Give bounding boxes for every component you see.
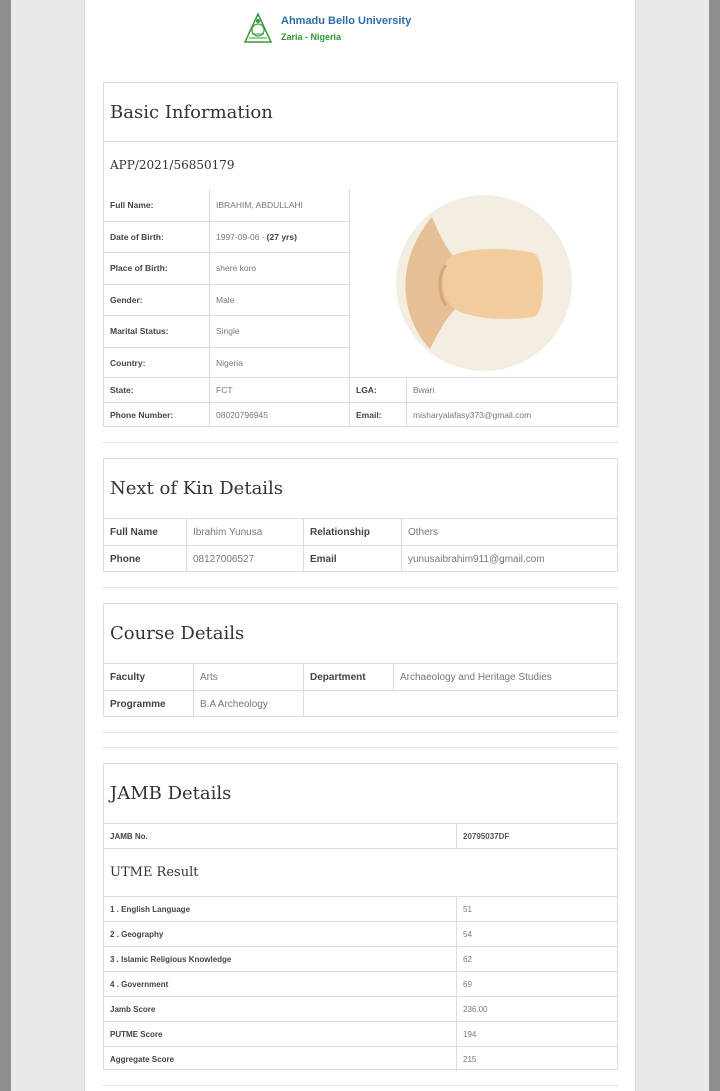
utme-result-row: [104, 1021, 617, 1046]
result-label: Aggregate Score: [110, 1054, 175, 1064]
document-page: [84, 0, 636, 1091]
university-name: Ahmadu Bello University: [281, 15, 412, 27]
utme-result-row: [104, 896, 617, 921]
pob-value: shere koro: [209, 253, 349, 284]
age-value: (27 yrs): [266, 231, 297, 242]
jamb-number-value: 20795037DF: [456, 824, 617, 848]
gender-label: Gender:: [110, 294, 143, 305]
utme-results-table: [104, 896, 617, 1071]
row-full-name: [104, 189, 349, 221]
utme-result-row: [104, 946, 617, 971]
result-label: PUTME Score: [110, 1029, 163, 1039]
course-details-title: Course Details: [110, 623, 245, 644]
result-value: 69: [456, 972, 617, 996]
dob-date: 1997-09-06 -: [216, 231, 265, 242]
photo-cell: [349, 189, 617, 377]
state-label: State:: [110, 385, 134, 395]
utme-result-row: [104, 921, 617, 946]
utme-result-row: [104, 996, 617, 1021]
email-label: Email:: [349, 403, 406, 427]
result-label: Jamb Score: [110, 1004, 156, 1014]
result-value: 236.00: [456, 997, 617, 1021]
result-value: 54: [456, 922, 617, 946]
marital-label: Marital Status:: [110, 326, 169, 337]
programme-value: B.A Archeology: [193, 691, 303, 717]
divider: [103, 1085, 618, 1086]
row-dob: [104, 221, 349, 253]
profile-avatar-icon: [396, 195, 572, 371]
row-marital: [104, 315, 349, 347]
result-value: 215: [456, 1047, 617, 1071]
row-gender: [104, 284, 349, 316]
basic-information-card: [103, 82, 618, 427]
university-location: Zaria - Nigeria: [281, 32, 342, 42]
kin-phone-value: 08127006527: [186, 546, 303, 572]
gender-value: Male: [209, 285, 349, 316]
full-name-label: Full Name:: [110, 199, 154, 210]
utme-result-title: UTME Result: [104, 848, 617, 896]
full-name-value: IBRAHIM, ABDULLAHI: [209, 189, 349, 221]
divider: [103, 442, 618, 443]
next-of-kin-card: [103, 458, 618, 572]
row-country: [104, 347, 349, 379]
utme-result-row: [104, 1046, 617, 1071]
phone-label: Phone Number:: [110, 410, 174, 420]
result-label: 3 . Islamic Religious Knowledge: [110, 954, 232, 964]
department-label: Department: [303, 664, 393, 690]
lga-value: Bwari: [406, 378, 617, 402]
dob-label: Date of Birth:: [110, 231, 164, 242]
utme-result-row: [104, 971, 617, 996]
pob-label: Place of Birth:: [110, 263, 168, 274]
next-of-kin-title: Next of Kin Details: [110, 478, 284, 499]
country-value: Nigeria: [209, 348, 349, 379]
programme-label: Programme: [110, 698, 166, 710]
university-crest-icon: [241, 12, 275, 46]
department-value: Archaeology and Heritage Studies: [393, 664, 617, 690]
result-value: 62: [456, 947, 617, 971]
divider: [103, 747, 618, 748]
row-phone-email: [104, 402, 617, 427]
background-right: [709, 0, 720, 1091]
state-value: FCT: [209, 378, 349, 402]
result-label: 2 . Geography: [110, 929, 164, 939]
jamb-number-label: JAMB No.: [110, 831, 148, 841]
lga-label: LGA:: [349, 378, 406, 402]
background-left: [0, 0, 11, 1091]
faculty-value: Arts: [193, 664, 303, 690]
kin-name-label: Full Name: [110, 526, 158, 538]
divider: [103, 587, 618, 588]
kin-name-value: Ibrahim Yunusa: [186, 519, 303, 545]
result-label: 4 . Government: [110, 979, 169, 989]
result-value: 51: [456, 897, 617, 921]
kin-row-contact: [104, 545, 617, 572]
jamb-details-card: [103, 763, 618, 1070]
background-margin-right: [636, 0, 709, 1091]
kin-relationship-label: Relationship: [303, 519, 401, 545]
marital-value: Single: [209, 316, 349, 347]
university-header: [241, 12, 411, 46]
row-pob: [104, 252, 349, 284]
divider: [103, 732, 618, 733]
course-row-programme: [104, 690, 617, 717]
result-value: 194: [456, 1022, 617, 1046]
result-label: 1 . English Language: [110, 904, 191, 914]
jamb-details-title: JAMB Details: [110, 783, 232, 804]
faculty-label: Faculty: [110, 671, 146, 683]
row-state-lga: [104, 377, 617, 402]
jamb-number-row: [104, 823, 617, 848]
basic-information-title: Basic Information: [110, 101, 273, 123]
dob-value: [209, 222, 349, 253]
course-details-card: [103, 603, 618, 717]
kin-phone-label: Phone: [110, 553, 141, 565]
country-label: Country:: [110, 357, 146, 368]
course-row-faculty: [104, 663, 617, 690]
email-value: misharyalafasy373@gmail.com: [406, 403, 617, 427]
kin-row-name: [104, 518, 617, 545]
phone-value: 08020796945: [209, 403, 349, 427]
kin-email-value: yunusaibrahim911@gmail.com: [401, 546, 617, 572]
empty-cell: [303, 691, 617, 717]
background-margin-left: [11, 0, 84, 1091]
kin-email-label: Email: [303, 546, 401, 572]
kin-relationship-value: Others: [401, 519, 617, 545]
application-number: APP/2021/56850179: [104, 141, 617, 188]
